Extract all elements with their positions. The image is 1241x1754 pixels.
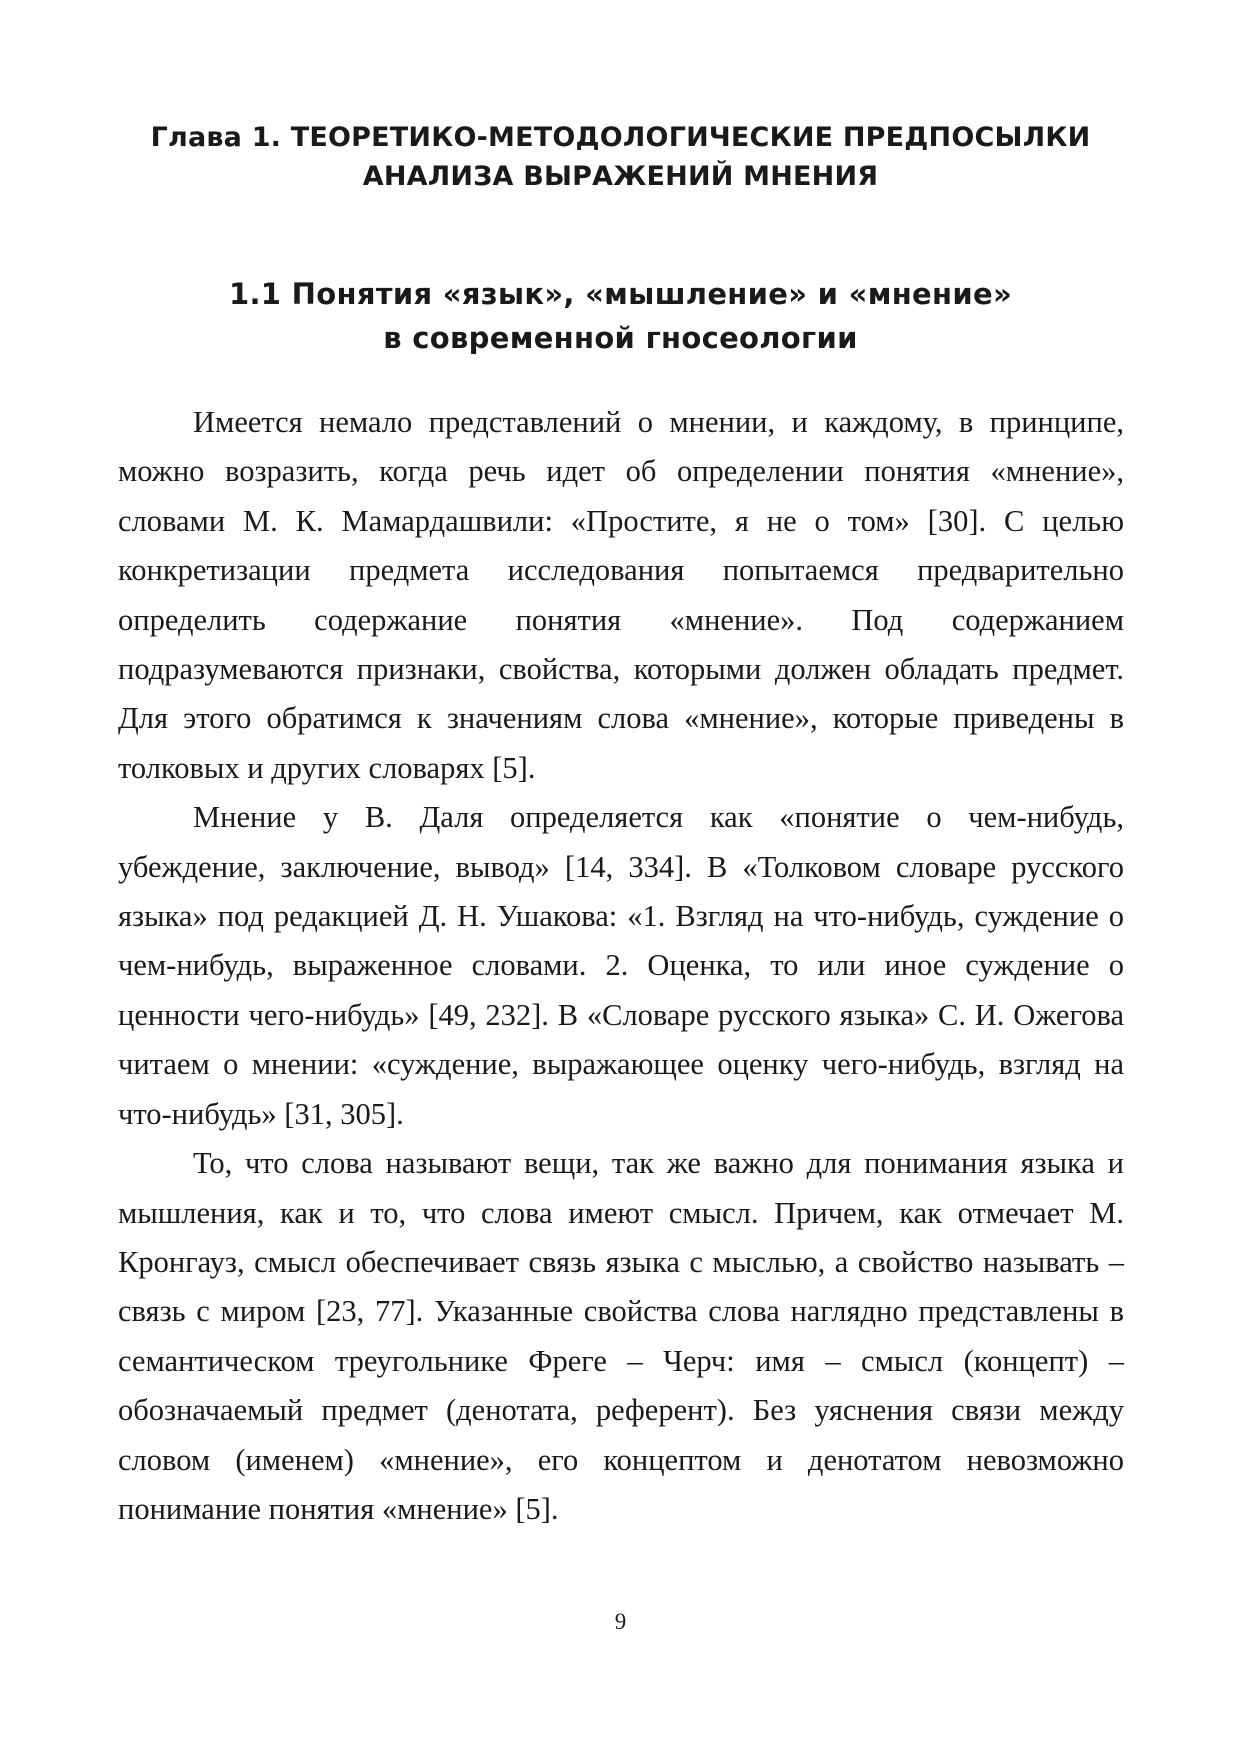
paragraph-3: То, что слова называют вещи, так же важно для понимания языка и мышления, как и то, что слова имеют смысл. Причем, как отмечает М. Кронгауз, смысл обеспечивает связь языка с мыслью, а свойство называть – связь с миром [23, 77]. Указанные свойства слова наглядно представлены в семантическом треугольнике Фреге – Черч: имя – смысл (концепт) – обозначаемый предмет (денотата, референт). Без уяснения связи между словом (именем) «мнение», его концептом и денотатом невозможно понимание понятия «мнение» [5].	[118, 1146, 1124, 1526]
paragraph-1: Имеется немало представлений о мнении, и каждому, в принципе, можно возразить, когда речь идет об определении понятия «мнение», словами М. К. Мамардашвили: «Простите, я не о том» [30]. С целью конкретизации предмета исследования попытаемся предварительно определить содержание понятия «мнение». Под содержанием подразумеваются признаки, свойства, которыми должен обладать предмет. Для этого обратимся к значениям слова «мнение», которые приведены в толковых и других словарях [5].	[118, 405, 1124, 785]
chapter-title-line-2: АНАЛИЗА ВЫРАЖЕНИЙ МНЕНИЯ	[362, 161, 879, 192]
body-text	[118, 398, 1124, 1534]
chapter-title	[100, 118, 1141, 196]
page-number: 9	[614, 1609, 627, 1634]
section-title-line-1: 1.1 Понятия «язык», «мышление» и «мнение»	[229, 277, 1012, 311]
section-title	[100, 272, 1141, 360]
chapter-title-line-1: Глава 1. ТЕОРЕТИКО-МЕТОДОЛОГИЧЕСКИЕ ПРЕДПОСЫЛКИ	[150, 122, 1091, 153]
paragraph-2: Мнение у В. Даля определяется как «понятие о чем-нибудь, убеждение, заключение, вывод» [14, 334]. В «Толковом словаре русского языка» под редакцией Д. Н. Ушакова: «1. Взгляд на что-нибудь, суждение о чем-нибудь, выраженное словами. 2. Оценка, то или иное суждение о ценности чего-нибудь» [49, 232]. В «Словаре русского языка» С. И. Ожегова читаем о мнении: «суждение, выражающее оценку чего-нибудь, взгляд на что-нибудь» [31, 305].	[118, 800, 1124, 1131]
section-title-line-2: в современной гносеологии	[383, 321, 858, 355]
